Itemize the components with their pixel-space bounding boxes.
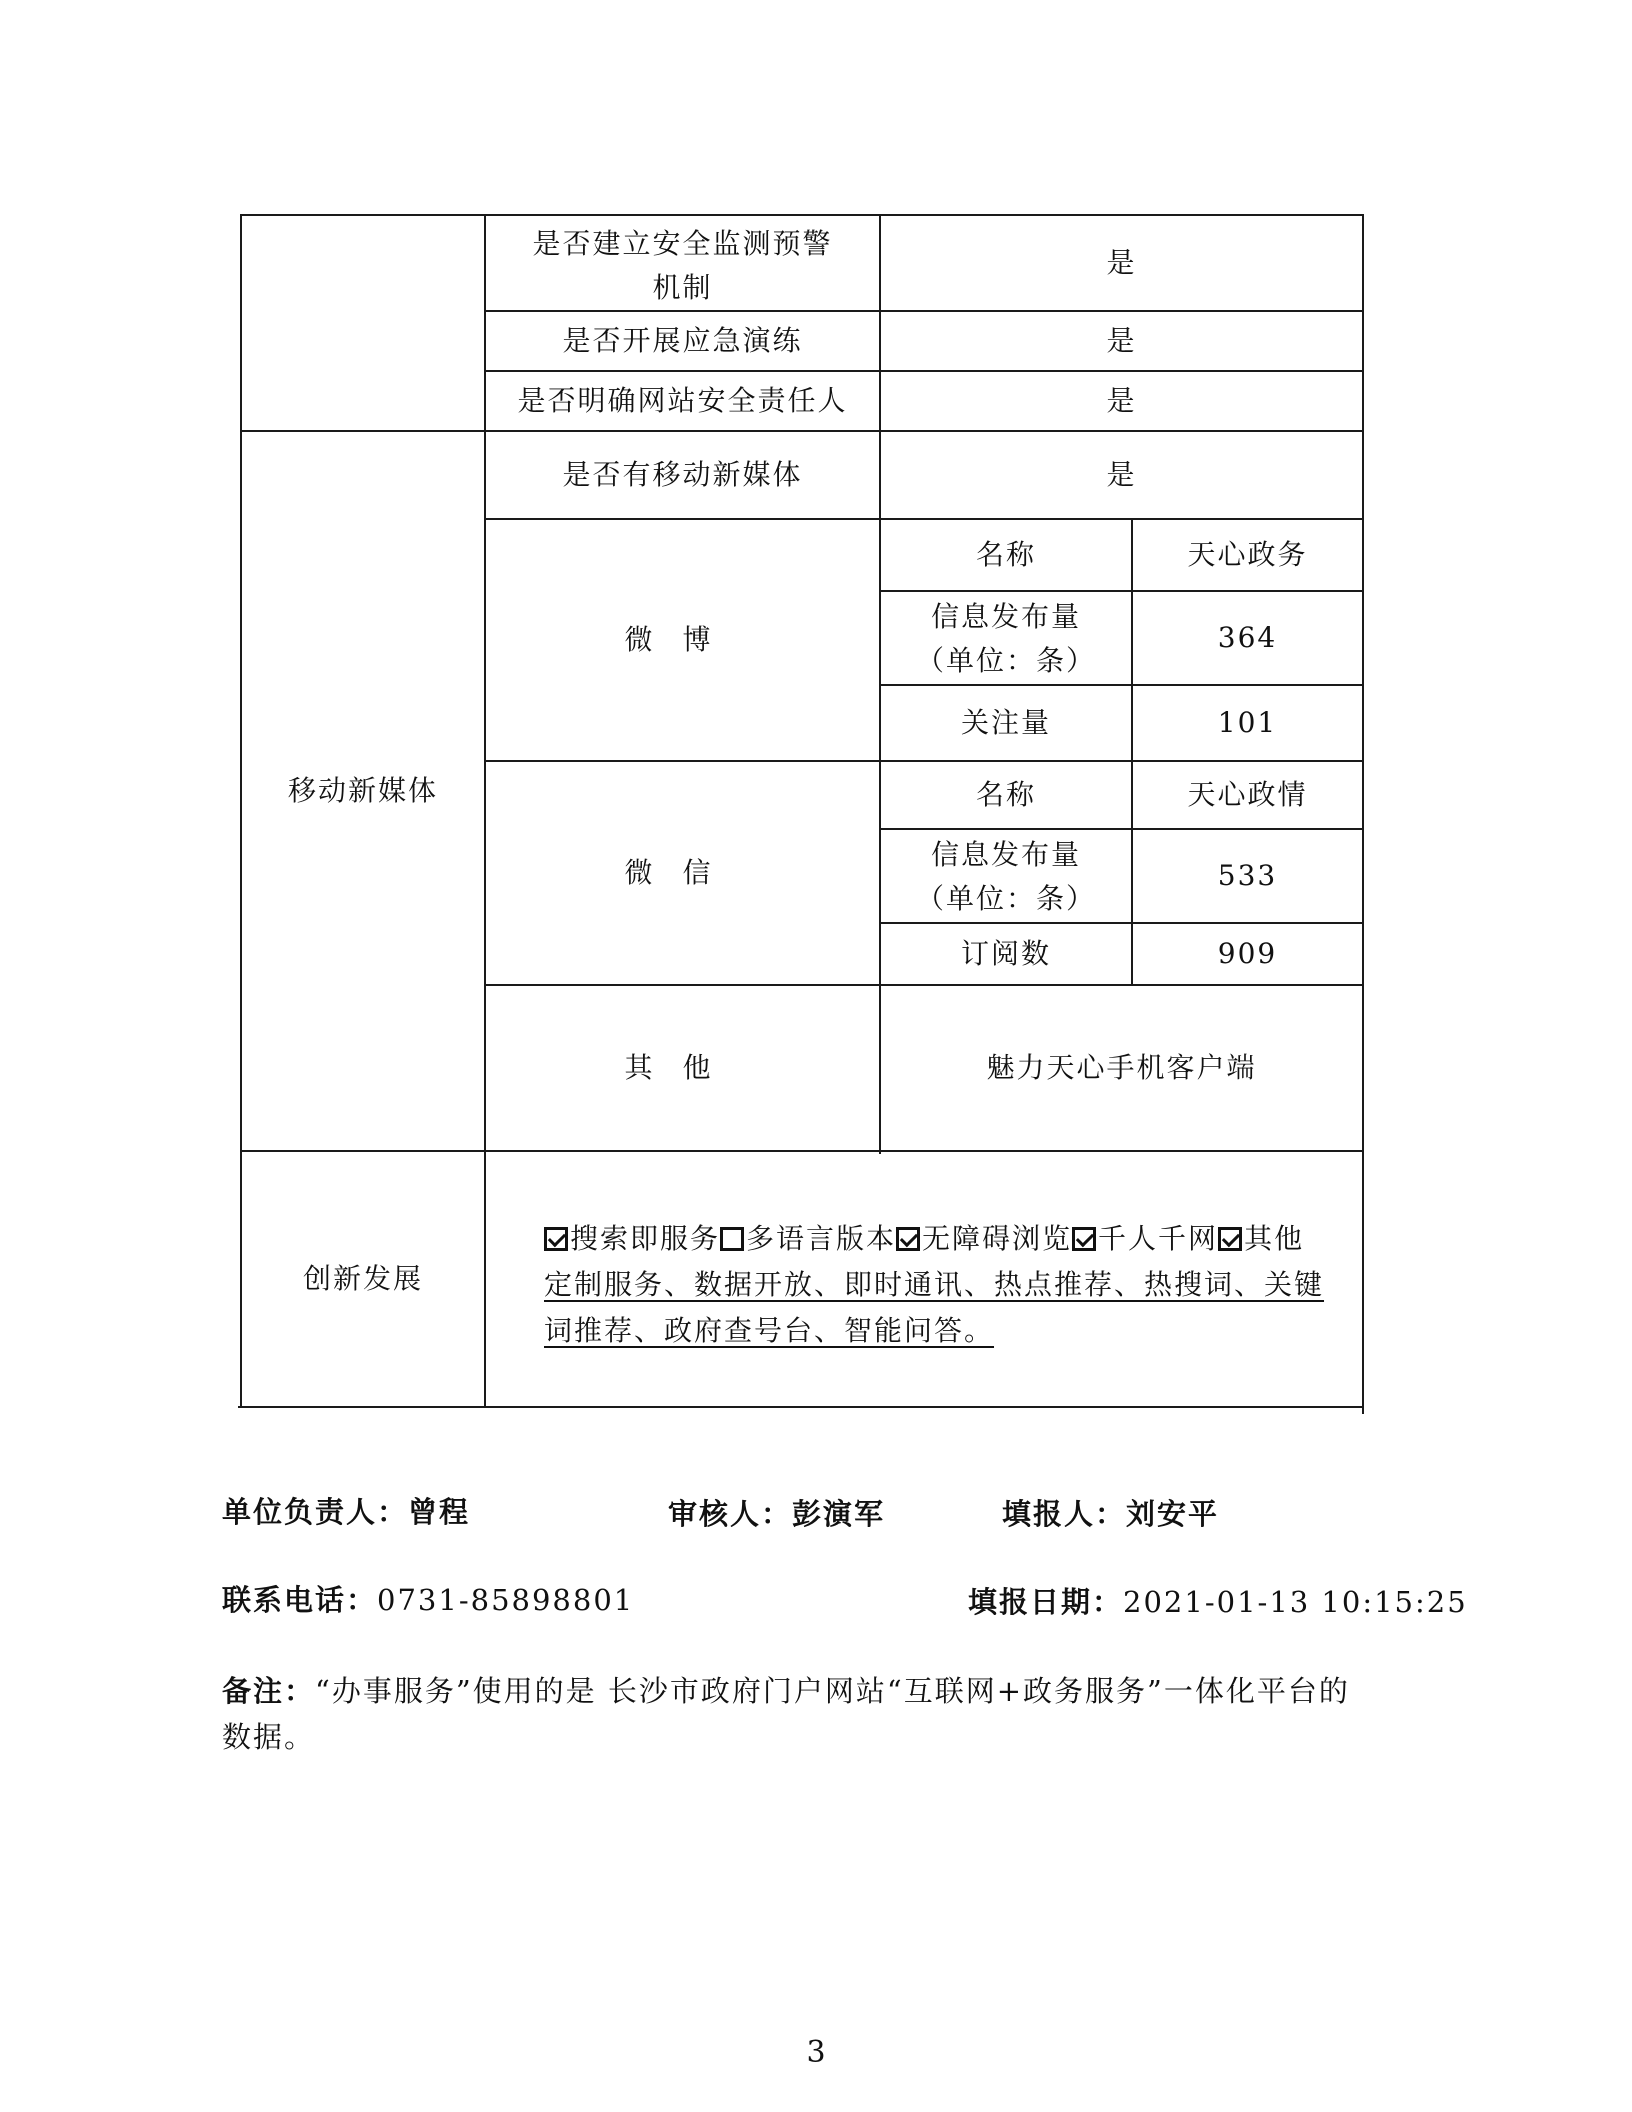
monitoring-label-line2: 机制 xyxy=(652,271,713,304)
reviewer xyxy=(668,1492,885,1533)
other-detail-line2: 词推荐、政府查号台、智能问答。 xyxy=(544,1314,995,1347)
weibo-name-label: 名称 xyxy=(975,538,1036,571)
unit-head-label: 单位负责人： xyxy=(222,1495,409,1529)
unit-head-value: 曾程 xyxy=(408,1495,471,1529)
weibo-label: 微博 xyxy=(624,623,741,656)
has-media-value: 是 xyxy=(1106,458,1137,491)
wechat-subscribers-value: 909 xyxy=(1217,937,1278,970)
checkbox-checked-icon xyxy=(1072,1227,1096,1251)
wechat-posts-label-line2: （单位：条） xyxy=(915,882,1096,915)
wechat-subscribers-label: 订阅数 xyxy=(960,937,1051,970)
phone-label: 联系电话： xyxy=(222,1583,378,1617)
has-media-label: 是否有移动新媒体 xyxy=(562,458,803,491)
weibo-posts-label xyxy=(881,595,1131,684)
reviewer-label: 审核人： xyxy=(668,1497,793,1531)
wechat-posts-label xyxy=(881,833,1131,922)
owner-value: 是 xyxy=(1106,384,1137,417)
filler-label: 填报人： xyxy=(1002,1497,1127,1531)
option-accessibility: 无障碍浏览 xyxy=(896,1222,1072,1255)
weibo-followers-label: 关注量 xyxy=(960,706,1051,739)
checkbox-checked-icon xyxy=(896,1227,920,1251)
monitoring-label xyxy=(486,222,879,310)
checkbox-unchecked-icon xyxy=(720,1227,744,1251)
wechat-posts-label-line1: 信息发布量 xyxy=(930,838,1081,871)
owner-label: 是否明确网站安全责任人 xyxy=(517,384,848,417)
other-detail-line1: 定制服务、数据开放、即时通讯、热点推荐、热搜词、关键 xyxy=(544,1268,1325,1301)
reviewer-value: 彭演军 xyxy=(792,1497,886,1531)
weibo-name-value: 天心政务 xyxy=(1187,538,1308,571)
weibo-followers-value: 101 xyxy=(1217,706,1278,739)
note-text: “办事服务”使用的是 长沙市政府门户网站“互联网+政务服务”一体化平台的数据。 xyxy=(222,1674,1350,1754)
page-number: 3 xyxy=(806,2035,826,2070)
phone-value: 0731-85898801 xyxy=(377,1583,635,1617)
innovation-options xyxy=(544,1216,1348,1354)
monitoring-value: 是 xyxy=(1106,246,1137,279)
remarks xyxy=(222,1668,1362,1760)
other-media-label: 其他 xyxy=(624,1051,741,1084)
wechat-name-label: 名称 xyxy=(975,778,1036,811)
weibo-posts-label-line2: （单位：条） xyxy=(915,644,1096,677)
option-search-service: 搜索即服务 xyxy=(544,1222,720,1255)
wechat-posts-value: 533 xyxy=(1217,859,1278,892)
media-section-label: 移动新媒体 xyxy=(287,774,438,807)
filler xyxy=(1002,1492,1219,1533)
option-personalized: 千人千网 xyxy=(1072,1222,1218,1255)
weibo-posts-value: 364 xyxy=(1217,621,1278,654)
date-label: 填报日期： xyxy=(968,1585,1124,1619)
unit-head xyxy=(222,1490,470,1531)
drill-label: 是否开展应急演练 xyxy=(562,324,803,357)
report-date xyxy=(968,1580,1468,1621)
wechat-name-value: 天心政情 xyxy=(1187,778,1308,811)
drill-value: 是 xyxy=(1106,324,1137,357)
phone xyxy=(222,1578,634,1619)
weibo-posts-label-line1: 信息发布量 xyxy=(930,600,1081,633)
innovation-option-row xyxy=(544,1216,1348,1262)
checkbox-checked-icon xyxy=(544,1227,568,1251)
wechat-label: 微信 xyxy=(624,856,741,889)
option-multilanguage: 多语言版本 xyxy=(720,1222,896,1255)
innovation-section-label: 创新发展 xyxy=(302,1262,423,1295)
note-label: 备注： xyxy=(222,1674,316,1708)
date-value: 2021-01-13 10:15:25 xyxy=(1123,1585,1468,1619)
monitoring-label-line1: 是否建立安全监测预警 xyxy=(532,227,833,260)
filler-value: 刘安平 xyxy=(1126,1497,1220,1531)
other-media-value: 魅力天心手机客户端 xyxy=(986,1051,1257,1084)
option-other: 其他 xyxy=(1218,1222,1304,1255)
checkbox-checked-icon xyxy=(1218,1227,1242,1251)
